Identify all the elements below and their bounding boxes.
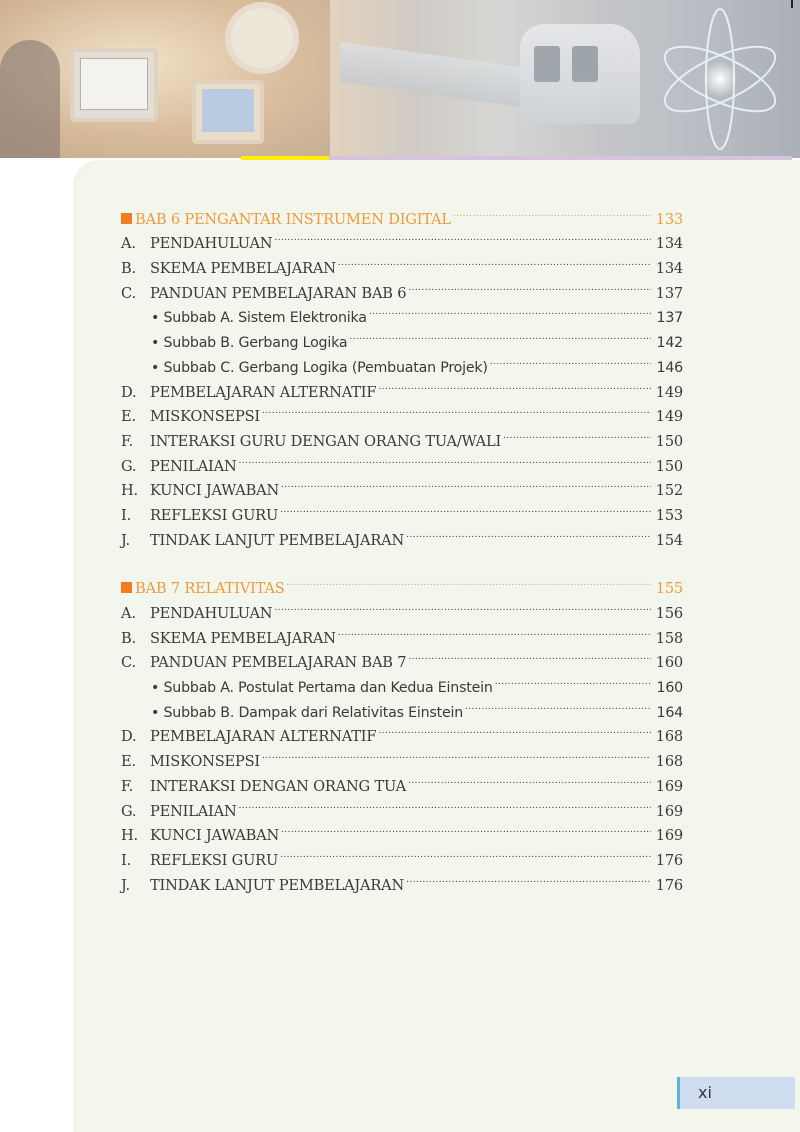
entry-title: PEMBELAJARAN ALTERNATIF	[150, 383, 377, 401]
entry-title: MISKONSEPSI	[150, 753, 260, 771]
entry-title: INTERAKSI GURU DENGAN ORANG TUA/WALI	[150, 432, 502, 450]
chapter-marker-icon	[121, 213, 132, 224]
subentry-title: Subbab A. Postulat Pertama dan Kedua Einstein	[163, 680, 493, 697]
page-number: 134	[655, 260, 683, 278]
dot-leader	[408, 643, 651, 668]
entry-title: PANDUAN PEMBELAJARAN BAB 6	[150, 284, 407, 302]
dot-leader	[274, 224, 651, 249]
page-number: 134	[655, 235, 683, 253]
bullet-icon: •	[151, 310, 160, 327]
entry-title: PEMBELAJARAN ALTERNATIF	[150, 728, 377, 746]
page-number: 160	[655, 654, 683, 672]
maglev-train-image	[520, 24, 640, 124]
header-banner	[0, 0, 800, 158]
dot-leader	[378, 717, 651, 742]
entry-title: TINDAK LANJUT PEMBELAJARAN	[150, 531, 405, 549]
dot-leader	[274, 593, 651, 618]
entry-title: SKEMA PEMBELAJARAN	[150, 629, 336, 647]
dot-leader	[465, 692, 651, 717]
page-number: 169	[655, 827, 683, 845]
entry-letter: I.	[121, 506, 132, 524]
dot-leader	[408, 273, 651, 298]
entry-letter: C.	[121, 654, 136, 672]
entry-letter: D.	[121, 383, 137, 401]
dot-leader	[281, 471, 651, 496]
entry-letter: A.	[121, 235, 136, 253]
dot-leader	[406, 865, 651, 890]
entry-letter: E.	[121, 408, 136, 426]
page-number-tab	[677, 1077, 795, 1109]
entry-title: KUNCI JAWABAN	[150, 827, 280, 845]
subentry-title: Subbab A. Sistem Elektronika	[163, 310, 367, 327]
dot-leader	[378, 372, 651, 397]
page-number: 168	[655, 728, 683, 746]
technician-figure	[0, 40, 60, 158]
dot-leader	[503, 421, 651, 446]
entry-title: PENDAHULUAN	[150, 235, 273, 253]
entry-letter: B.	[121, 629, 136, 647]
page-number: 168	[655, 753, 683, 771]
bullet-icon: •	[151, 704, 160, 721]
bullet-icon: •	[151, 680, 160, 697]
entry-title: MISKONSEPSI	[150, 408, 260, 426]
entry-letter: H.	[121, 482, 138, 500]
dot-leader	[338, 618, 651, 643]
dot-leader	[262, 397, 651, 422]
page-number: 146	[656, 359, 683, 376]
dot-leader	[453, 199, 651, 224]
table-of-contents	[121, 199, 683, 894]
page-number: 149	[655, 383, 683, 401]
entry-title: REFLEKSI GURU	[150, 851, 279, 869]
entry-letter: C.	[121, 284, 136, 302]
dot-leader	[408, 766, 651, 791]
entry-letter: D.	[121, 728, 137, 746]
toc-chapter-heading[interactable]	[121, 199, 683, 228]
entry-letter: J.	[121, 531, 130, 549]
bullet-icon: •	[151, 335, 160, 352]
page-number: 158	[655, 629, 683, 647]
page-number: 160	[656, 680, 683, 697]
entry-title: SKEMA PEMBELAJARAN	[150, 260, 336, 278]
entry-title: PANDUAN PEMBELAJARAN BAB 7	[150, 654, 407, 672]
page-number: 176	[655, 876, 683, 894]
entry-letter: G.	[121, 802, 137, 820]
page-number: 150	[655, 432, 683, 450]
page-number: 149	[655, 408, 683, 426]
dot-leader	[239, 791, 651, 816]
subentry-title: Subbab C. Gerbang Logika (Pembuatan Projek)	[163, 359, 488, 376]
subentry-title: Subbab B. Dampak dari Relativitas Einstein	[163, 704, 464, 721]
page-number: 156	[655, 605, 683, 622]
dot-leader	[239, 446, 651, 471]
page-number: 137	[656, 310, 683, 327]
entry-title: PENILAIAN	[150, 457, 237, 475]
entry-letter: H.	[121, 827, 138, 845]
entry-title: TINDAK LANJUT PEMBELAJARAN	[150, 876, 405, 894]
dot-leader	[349, 322, 651, 347]
dot-leader	[369, 298, 651, 323]
entry-letter: G.	[121, 457, 137, 475]
entry-letter: F.	[121, 432, 134, 450]
entry-title: PENILAIAN	[150, 802, 237, 820]
entry-title: PENDAHULUAN	[150, 605, 273, 622]
dot-leader	[287, 569, 652, 594]
dot-leader	[262, 741, 651, 766]
page-number-label: xi	[698, 1083, 712, 1102]
ct-scanner-image	[225, 2, 299, 74]
dot-leader	[280, 495, 651, 520]
entry-letter: I.	[121, 851, 132, 869]
subentry-title: Subbab B. Gerbang Logika	[163, 335, 348, 352]
entry-letter: B.	[121, 260, 136, 278]
dot-leader	[338, 248, 651, 273]
atom-icon	[655, 5, 785, 153]
page-number: 153	[655, 506, 683, 524]
page-number: 176	[655, 851, 683, 869]
page-number: 137	[655, 284, 683, 302]
entry-title: REFLEKSI GURU	[150, 506, 279, 524]
toc-chapter-heading[interactable]	[121, 569, 683, 598]
medical-monitor-image	[192, 80, 264, 144]
dot-leader	[495, 667, 651, 692]
dot-leader	[280, 840, 651, 865]
chapter-title: BAB 6 PENGANTAR INSTRUMEN DIGITAL	[135, 210, 451, 228]
dot-leader	[281, 816, 651, 841]
page-number: 154	[655, 531, 683, 549]
page-number: 169	[655, 777, 683, 795]
page-number: 142	[656, 335, 683, 352]
bullet-icon: •	[151, 359, 160, 376]
entry-letter: A.	[121, 605, 136, 622]
page-number: 152	[655, 482, 683, 500]
crop-mark	[791, 0, 793, 8]
chapter-marker-icon	[121, 582, 132, 593]
page-number: 150	[655, 457, 683, 475]
entry-letter: F.	[121, 777, 134, 795]
entry-title: KUNCI JAWABAN	[150, 482, 280, 500]
computer-monitor-image	[70, 48, 158, 122]
entry-letter: E.	[121, 753, 136, 771]
entry-title: INTERAKSI DENGAN ORANG TUA	[150, 777, 406, 795]
page-number: 155	[655, 580, 683, 598]
page-number: 169	[655, 802, 683, 820]
chapter-title: BAB 7 RELATIVITAS	[135, 580, 285, 598]
dot-leader	[406, 520, 651, 545]
entry-letter: J.	[121, 876, 130, 894]
page-number: 133	[655, 210, 683, 228]
page-number: 164	[656, 704, 683, 721]
dot-leader	[490, 347, 651, 372]
